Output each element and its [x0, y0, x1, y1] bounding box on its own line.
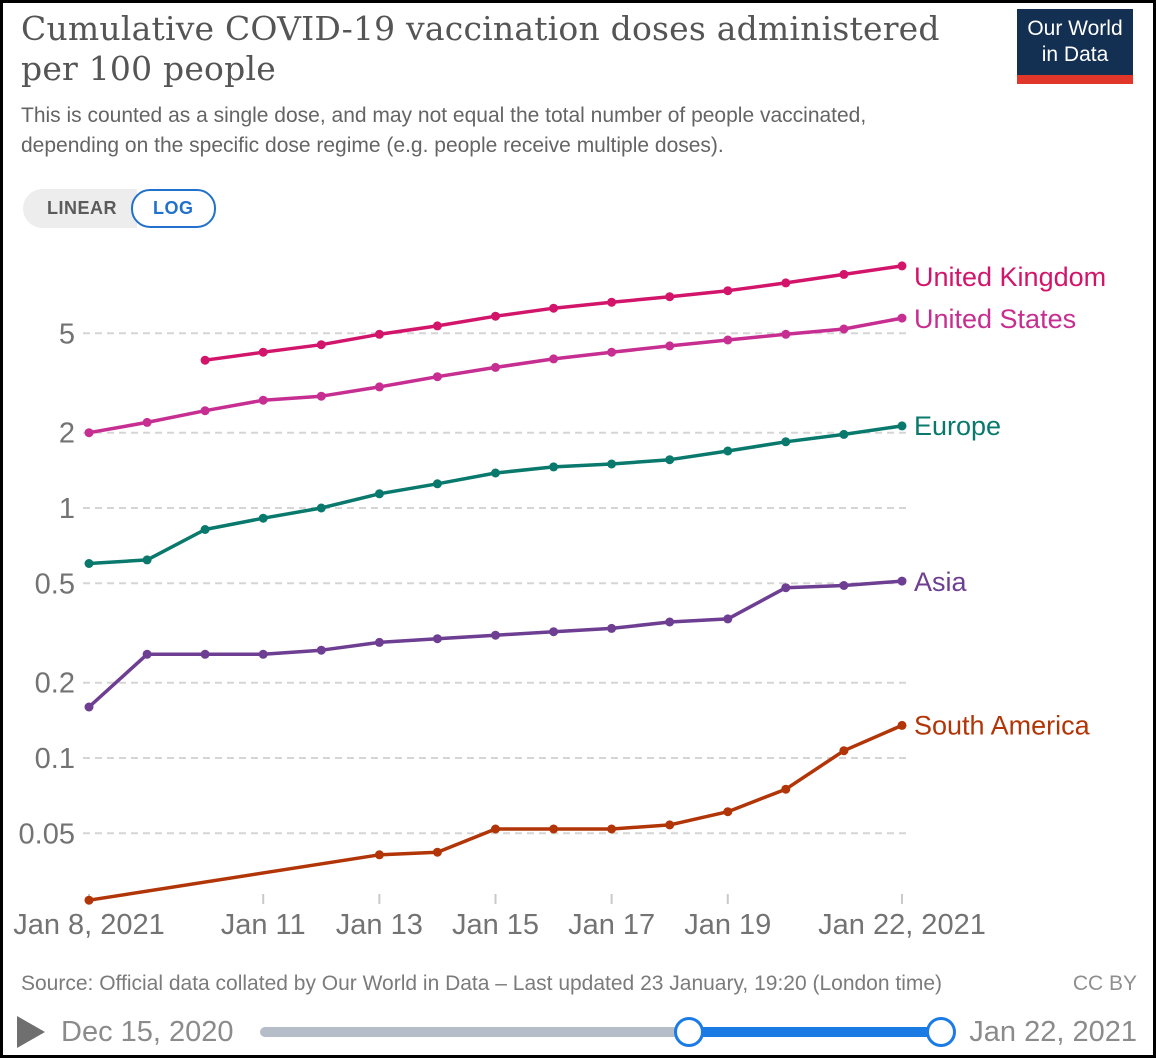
- linear-scale-button[interactable]: LINEAR: [23, 189, 137, 228]
- data-point-asia[interactable]: [143, 650, 152, 659]
- footer: [21, 972, 1137, 996]
- chart-title-line2: per 100 people: [21, 49, 276, 89]
- data-point-united-kingdom[interactable]: [781, 278, 790, 287]
- data-point-united-states[interactable]: [85, 428, 94, 437]
- chart-canvas[interactable]: [3, 3, 1156, 1058]
- data-point-united-states[interactable]: [665, 341, 674, 350]
- data-point-south-america[interactable]: [665, 820, 674, 829]
- owid-logo-line1: Our World: [1027, 17, 1123, 40]
- data-point-europe[interactable]: [317, 504, 326, 513]
- data-point-asia[interactable]: [839, 581, 848, 590]
- data-point-europe[interactable]: [839, 430, 848, 439]
- owid-logo-line2: in Data: [1041, 43, 1109, 67]
- data-point-asia[interactable]: [375, 638, 384, 647]
- source-text: Source: Official data collated by Our World in Data – Last updated 23 January, 19:20 (London time): [21, 972, 943, 995]
- data-point-asia[interactable]: [85, 703, 94, 712]
- series-label-united-states: United States: [914, 304, 1077, 335]
- data-point-europe[interactable]: [723, 447, 732, 456]
- license-link[interactable]: CC BY: [1072, 972, 1137, 995]
- data-point-united-states[interactable]: [898, 314, 907, 323]
- y-axis-label: 1: [58, 493, 75, 525]
- series-line-europe[interactable]: [89, 426, 902, 564]
- y-axis-label: 0.05: [18, 818, 75, 851]
- data-point-united-kingdom[interactable]: [839, 270, 848, 279]
- data-point-south-america[interactable]: [839, 746, 848, 755]
- data-point-united-states[interactable]: [549, 354, 558, 363]
- data-point-asia[interactable]: [317, 646, 326, 655]
- data-point-united-kingdom[interactable]: [433, 321, 442, 330]
- data-point-united-states[interactable]: [723, 336, 732, 345]
- data-point-united-states[interactable]: [143, 418, 152, 427]
- data-point-europe[interactable]: [85, 559, 94, 568]
- series-line-asia[interactable]: [89, 581, 902, 707]
- data-point-asia[interactable]: [259, 650, 268, 659]
- data-point-europe[interactable]: [433, 479, 442, 488]
- data-point-south-america[interactable]: [433, 848, 442, 857]
- play-icon[interactable]: [17, 1016, 45, 1048]
- chart-subtitle-line1: This is counted as a single dose, and may not equal the total number of people vaccinated,: [21, 104, 867, 127]
- y-axis-label: 0.1: [34, 743, 75, 775]
- chart-title-line1: Cumulative COVID-19 vaccination doses administered: [21, 9, 940, 48]
- data-point-united-kingdom[interactable]: [491, 312, 500, 321]
- x-axis-label: Jan 13: [335, 909, 423, 941]
- data-point-europe[interactable]: [549, 462, 558, 471]
- data-point-europe[interactable]: [259, 514, 268, 523]
- data-point-south-america[interactable]: [85, 896, 94, 905]
- data-point-europe[interactable]: [665, 455, 674, 464]
- data-point-europe[interactable]: [375, 489, 384, 498]
- data-point-asia[interactable]: [607, 624, 616, 633]
- data-point-south-america[interactable]: [898, 721, 907, 730]
- data-point-europe[interactable]: [607, 460, 616, 469]
- data-point-united-states[interactable]: [781, 330, 790, 339]
- data-point-europe[interactable]: [491, 469, 500, 478]
- data-point-united-states[interactable]: [491, 363, 500, 372]
- data-point-south-america[interactable]: [607, 825, 616, 834]
- data-point-asia[interactable]: [898, 577, 907, 586]
- data-point-asia[interactable]: [665, 618, 674, 627]
- data-point-south-america[interactable]: [549, 825, 558, 834]
- series-label-europe: Europe: [914, 410, 1002, 441]
- data-point-south-america[interactable]: [375, 850, 384, 859]
- series-label-asia: Asia: [914, 567, 967, 598]
- chart-subtitle-line2: depending on the specific dose regime (e.g. people receive multiple doses).: [21, 133, 724, 157]
- slider-active-track: [689, 1027, 941, 1037]
- data-point-europe[interactable]: [143, 555, 152, 564]
- timeline-slider-row: [17, 1007, 1137, 1057]
- series-label-south-america: South America: [914, 710, 1090, 741]
- x-axis-label: Jan 8, 2021: [13, 909, 165, 941]
- y-axis-label: 2: [58, 417, 75, 450]
- data-point-united-states[interactable]: [259, 396, 268, 405]
- data-point-south-america[interactable]: [781, 785, 790, 794]
- series-line-united-states[interactable]: [89, 318, 902, 433]
- data-point-united-states[interactable]: [433, 372, 442, 381]
- series-label-united-kingdom: United Kingdom: [914, 261, 1107, 292]
- x-axis-label: Jan 22, 2021: [818, 909, 986, 941]
- x-axis-label: Jan 15: [451, 909, 540, 941]
- timeline-track[interactable]: [260, 1015, 942, 1049]
- data-point-united-states[interactable]: [201, 406, 210, 415]
- data-point-europe[interactable]: [781, 437, 790, 446]
- data-point-asia[interactable]: [549, 627, 558, 636]
- data-point-united-kingdom[interactable]: [201, 356, 210, 365]
- data-point-asia[interactable]: [491, 631, 500, 640]
- data-point-united-kingdom[interactable]: [607, 298, 616, 307]
- data-point-asia[interactable]: [433, 634, 442, 643]
- data-point-united-kingdom[interactable]: [665, 292, 674, 301]
- timeline-end-date: Jan 22, 2021: [969, 1015, 1137, 1048]
- data-point-united-states[interactable]: [375, 382, 384, 391]
- timeline-start-date: Dec 15, 2020: [61, 1015, 234, 1048]
- y-axis-label: 0.2: [34, 667, 75, 700]
- data-point-asia[interactable]: [201, 650, 210, 659]
- series-line-south-america[interactable]: [89, 725, 902, 900]
- data-point-europe[interactable]: [201, 525, 210, 534]
- data-point-united-states[interactable]: [839, 325, 848, 334]
- data-point-united-kingdom[interactable]: [317, 340, 326, 349]
- series-line-united-kingdom[interactable]: [205, 266, 902, 360]
- x-axis-label: Jan 17: [568, 909, 656, 941]
- data-point-united-states[interactable]: [607, 348, 616, 357]
- data-point-south-america[interactable]: [723, 807, 732, 816]
- data-point-united-kingdom[interactable]: [898, 261, 907, 270]
- timeline-handle-end[interactable]: [926, 1017, 956, 1047]
- y-axis-label: 5: [58, 318, 75, 351]
- log-scale-button[interactable]: LOG: [131, 189, 216, 228]
- y-axis-label: 0.5: [34, 568, 75, 601]
- data-point-united-kingdom[interactable]: [549, 304, 558, 313]
- data-point-europe[interactable]: [898, 421, 907, 430]
- data-point-asia[interactable]: [781, 583, 790, 592]
- data-point-asia[interactable]: [723, 614, 732, 623]
- data-point-united-kingdom[interactable]: [375, 330, 384, 339]
- timeline-handle-start[interactable]: [674, 1017, 704, 1047]
- x-axis-label: Jan 19: [684, 909, 772, 941]
- data-point-south-america[interactable]: [491, 825, 500, 834]
- data-point-united-kingdom[interactable]: [259, 348, 268, 357]
- data-point-united-states[interactable]: [317, 392, 326, 401]
- data-point-united-kingdom[interactable]: [723, 286, 732, 295]
- x-axis-label: Jan 11: [220, 909, 306, 941]
